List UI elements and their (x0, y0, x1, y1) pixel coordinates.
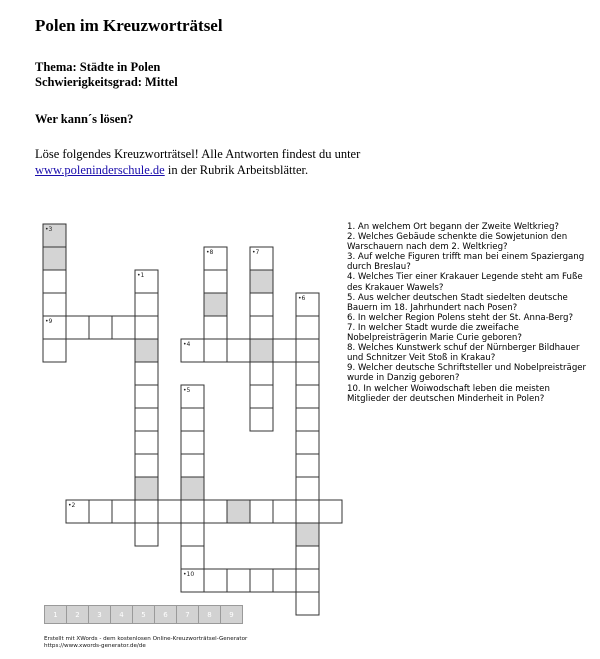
solution-box-3[interactable]: 3 (88, 605, 111, 624)
crossword-cell[interactable] (112, 316, 135, 339)
crossword-cell[interactable] (181, 408, 204, 431)
crossword-cell[interactable] (135, 477, 158, 500)
footer-credit (44, 636, 247, 650)
footer-line-2: https://www.xwords-generator.de/de (44, 643, 146, 649)
solution-box-8[interactable]: 8 (198, 605, 221, 624)
crossword-cell[interactable] (43, 293, 66, 316)
crossword-cell[interactable] (296, 293, 319, 316)
clue-number-3: •3 (45, 226, 53, 233)
clue-number-5: •5 (183, 387, 191, 394)
difficulty-line: Schwierigkeitsgrad: Mittel (35, 75, 178, 89)
crossword-cell[interactable] (135, 316, 158, 339)
crossword-cell[interactable] (204, 569, 227, 592)
crossword-cell[interactable] (43, 339, 66, 362)
crossword-cell[interactable] (204, 316, 227, 339)
crossword-cell[interactable] (296, 431, 319, 454)
crossword-cell[interactable] (319, 500, 342, 523)
crossword-cell[interactable] (273, 500, 296, 523)
clue-number-4: •4 (183, 341, 191, 348)
crossword-cell[interactable] (135, 523, 158, 546)
crossword-cell[interactable] (296, 546, 319, 569)
clue-number-1: •1 (137, 272, 145, 279)
crossword-cell[interactable] (250, 293, 273, 316)
clue-3: 3. Auf welche Figuren trifft man bei einem Spaziergang durch Breslau? (347, 252, 585, 273)
crossword-cell[interactable] (181, 500, 204, 523)
solution-box-4[interactable]: 4 (110, 605, 133, 624)
crossword-cell[interactable] (181, 454, 204, 477)
solution-box-1[interactable]: 1 (44, 605, 67, 624)
intro-text: Löse folgendes Kreuzworträtsel! Alle Antworten findest du unter (35, 147, 361, 161)
crossword-cell[interactable] (135, 431, 158, 454)
crossword-cell[interactable] (181, 477, 204, 500)
crossword-cell[interactable] (66, 500, 89, 523)
crossword-cell[interactable] (273, 339, 296, 362)
crossword-cell[interactable] (181, 431, 204, 454)
crossword-cell[interactable] (135, 362, 158, 385)
page-title: Polen im Kreuzworträtsel (35, 16, 223, 35)
crossword-cell[interactable] (181, 523, 204, 546)
crossword-cell[interactable] (43, 224, 66, 247)
crossword-cell[interactable] (89, 316, 112, 339)
clue-4: 4. Welches Tier einer Krakauer Legende steht am Fuße des Krakauer Wawels? (347, 272, 583, 293)
clue-list (347, 222, 592, 404)
clue-5: 5. Aus welcher deutschen Stadt siedelten deutsche Bauern im 18. Jahrhundert nach Posen? (347, 292, 568, 313)
puzzle-meta (35, 60, 178, 90)
intro-paragraph (35, 146, 555, 178)
crossword-cell[interactable] (66, 316, 89, 339)
crossword-cell[interactable] (204, 293, 227, 316)
website-link[interactable]: www.poleninderschule.de (35, 163, 165, 177)
solution-box-2[interactable]: 2 (66, 605, 89, 624)
clue-number-9: •9 (45, 318, 53, 325)
crossword-cell[interactable] (250, 362, 273, 385)
crossword-cell[interactable] (135, 500, 158, 523)
crossword-cell[interactable] (204, 339, 227, 362)
crossword-cell[interactable] (204, 247, 227, 270)
crossword-cell[interactable] (296, 523, 319, 546)
crossword-cell[interactable] (250, 569, 273, 592)
clue-7: 7. In welcher Stadt wurde die zweifache Nobelpreisträgerin Marie Curie geboren? (347, 322, 522, 344)
clue-2: 2. Welches Gebäude schenkte die Sowjetunion den Warschauern nach dem 2. Weltkrieg? (347, 232, 568, 253)
solution-box-7[interactable]: 7 (176, 605, 199, 624)
crossword-cell[interactable] (250, 247, 273, 270)
crossword-cell[interactable] (250, 385, 273, 408)
subtitle: Wer kann´s lösen? (35, 112, 134, 126)
theme-line: Thema: Städte in Polen (35, 60, 161, 74)
crossword-cell[interactable] (227, 569, 250, 592)
crossword-cell[interactable] (296, 477, 319, 500)
crossword-cell[interactable] (158, 500, 181, 523)
crossword-cell[interactable] (296, 339, 319, 362)
crossword-cell[interactable] (250, 500, 273, 523)
crossword-cell[interactable] (43, 247, 66, 270)
crossword-cell[interactable] (204, 500, 227, 523)
intro-rest: in der Rubrik Arbeitsblätter. (164, 163, 309, 177)
crossword-cell[interactable] (181, 385, 204, 408)
crossword-cell[interactable] (112, 500, 135, 523)
crossword-cell[interactable] (135, 270, 158, 293)
solution-strip (44, 605, 242, 624)
clue-1: 1. An welchem Ort begann der Zweite Weltkrieg? (347, 222, 559, 232)
clue-8: 8. Welches Kunstwerk schuf der Nürnberger Bildhauer und Schnitzer Veit Stoß in Krakau? (347, 343, 580, 364)
crossword-cell[interactable] (296, 569, 319, 592)
crossword-cell[interactable] (89, 500, 112, 523)
crossword-cell[interactable] (296, 408, 319, 431)
crossword-cell[interactable] (181, 546, 204, 569)
crossword-cell[interactable] (135, 385, 158, 408)
clue-number-7: •7 (252, 249, 260, 256)
crossword-cell[interactable] (296, 592, 319, 615)
clue-number-8: •8 (206, 249, 214, 256)
crossword-cell[interactable] (250, 339, 273, 362)
clue-number-2: •2 (68, 502, 76, 509)
crossword-cell[interactable] (181, 339, 204, 362)
clue-6: 6. In welcher Region Polens steht der St. Anna-Berg? (347, 312, 574, 323)
crossword-cell[interactable] (250, 270, 273, 293)
crossword-cell[interactable] (135, 408, 158, 431)
crossword-cell[interactable] (227, 500, 250, 523)
crossword-cell[interactable] (296, 316, 319, 339)
clue-number-10: •10 (183, 571, 195, 578)
crossword-cell[interactable] (296, 454, 319, 477)
crossword-cell[interactable] (227, 339, 250, 362)
crossword-cell[interactable] (296, 362, 319, 385)
crossword-cell[interactable] (296, 385, 319, 408)
footer-line-1: Erstellt mit XWords - dem kostenlosen Online-Kreuzworträtsel-Generator (44, 636, 248, 642)
solution-box-9[interactable]: 9 (220, 605, 243, 624)
crossword-cell[interactable] (296, 500, 319, 523)
crossword-cell[interactable] (250, 408, 273, 431)
crossword-cell[interactable] (273, 569, 296, 592)
crossword-cell[interactable] (135, 339, 158, 362)
clue-9: 9. Welcher deutsche Schriftsteller und Nobelpreisträger wurde in Danzig geboren? (347, 363, 587, 384)
crossword-cell[interactable] (250, 316, 273, 339)
crossword-cell[interactable] (204, 270, 227, 293)
solution-box-5[interactable]: 5 (132, 605, 155, 624)
crossword-cell[interactable] (135, 293, 158, 316)
crossword-cell[interactable] (181, 569, 204, 592)
crossword-cell[interactable] (135, 454, 158, 477)
solution-box-6[interactable]: 6 (154, 605, 177, 624)
crossword-cell[interactable] (43, 270, 66, 293)
clue-number-6: •6 (298, 295, 306, 302)
clue-10: 10. In welcher Woiwodschaft leben die meisten Mitglieder der deutschen Minderheit in Polen? (347, 383, 550, 404)
crossword-cell[interactable] (43, 316, 66, 339)
